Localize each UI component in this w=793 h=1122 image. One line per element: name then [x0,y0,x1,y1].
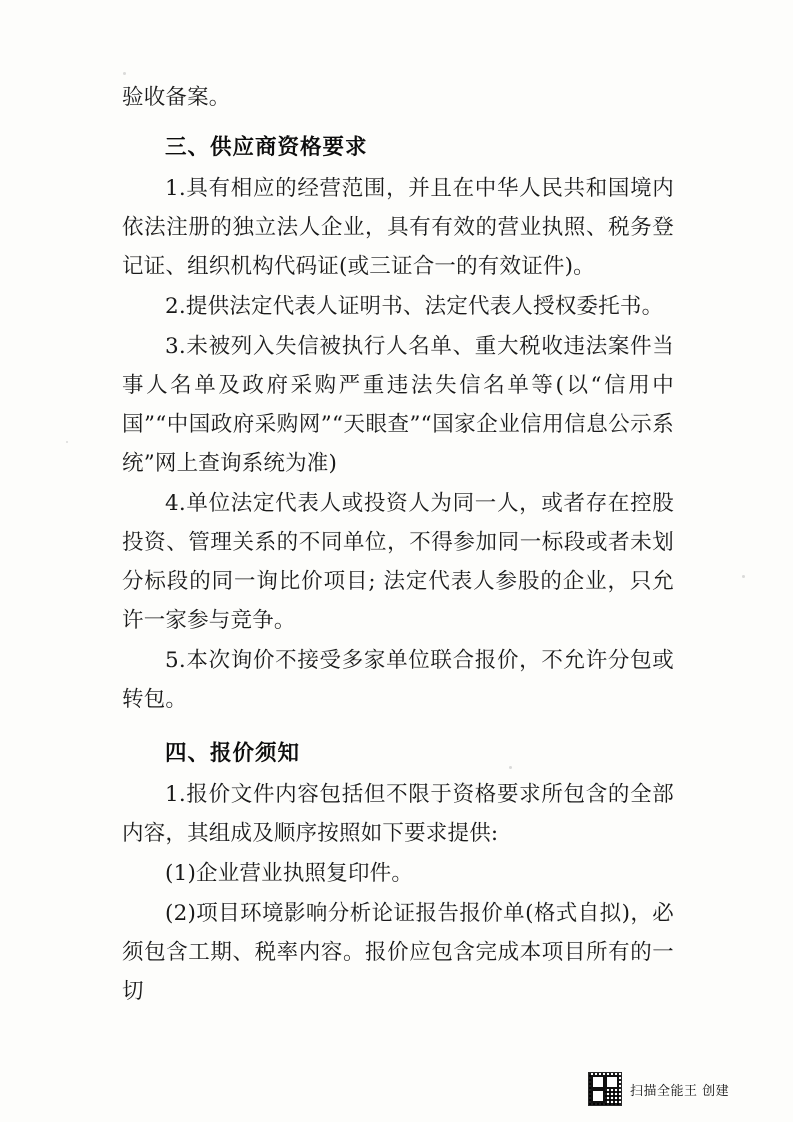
paragraph-notice-1-1: (1)企业营业执照复印件。 [165,861,414,886]
paragraph-notice-1: 1.报价文件内容包括但不限于资格要求所包含的全部内容，其组成及顺序按照如下要求提供: [122,782,674,846]
scan-speck [742,575,745,578]
scanner-watermark [588,1072,729,1106]
paragraph-req-2: 2.提供法定代表人证明书、法定代表人授权委托书。 [165,294,664,319]
watermark-label: 扫描全能王 创建 [630,1083,730,1099]
paragraph-req-4: 4.单位法定代表人或投资人为同一人，或者存在控股投资、管理关系的不同单位，不得参加同一标段或者未划分标段的同一询比价项目; 法定代表人参股的企业，只允许一家参与竞争。 [122,491,674,633]
scan-speck [123,72,126,75]
scan-speck [66,441,68,443]
paragraph-req-1: 1.具有相应的经营范围，并且在中华人民共和国境内依法注册的独立法人企业，具有有效的营业执照、税务登记证、组织机构代码证(或三证合一的有效证件)。 [122,176,674,279]
section-heading-three: 三、供应商资格要求 [165,135,368,160]
paragraph-notice-1-2: (2)项目环境影响分析论证报告报价单(格式自拟)，必须包含工期、税率内容。报价应包含完成本项目所有的一切 [122,901,674,1004]
section-heading-four: 四、报价须知 [165,741,301,766]
paragraph-req-5: 5.本次询价不接受多家单位联合报价，不允许分包或转包。 [122,648,674,712]
paragraph-req-3: 3.未被列入失信被执行人名单、重大税收违法案件当事人名单及政府采购严重违法失信名单等(以“信用中国”“中国政府采购网”“天眼查”“国家企业信用信息公示系统”网上查询系统为准) [122,334,674,476]
paragraph-continued-line: 验收备案。 [122,85,231,110]
qr-code-icon [588,1072,622,1106]
document-body [122,78,674,1012]
